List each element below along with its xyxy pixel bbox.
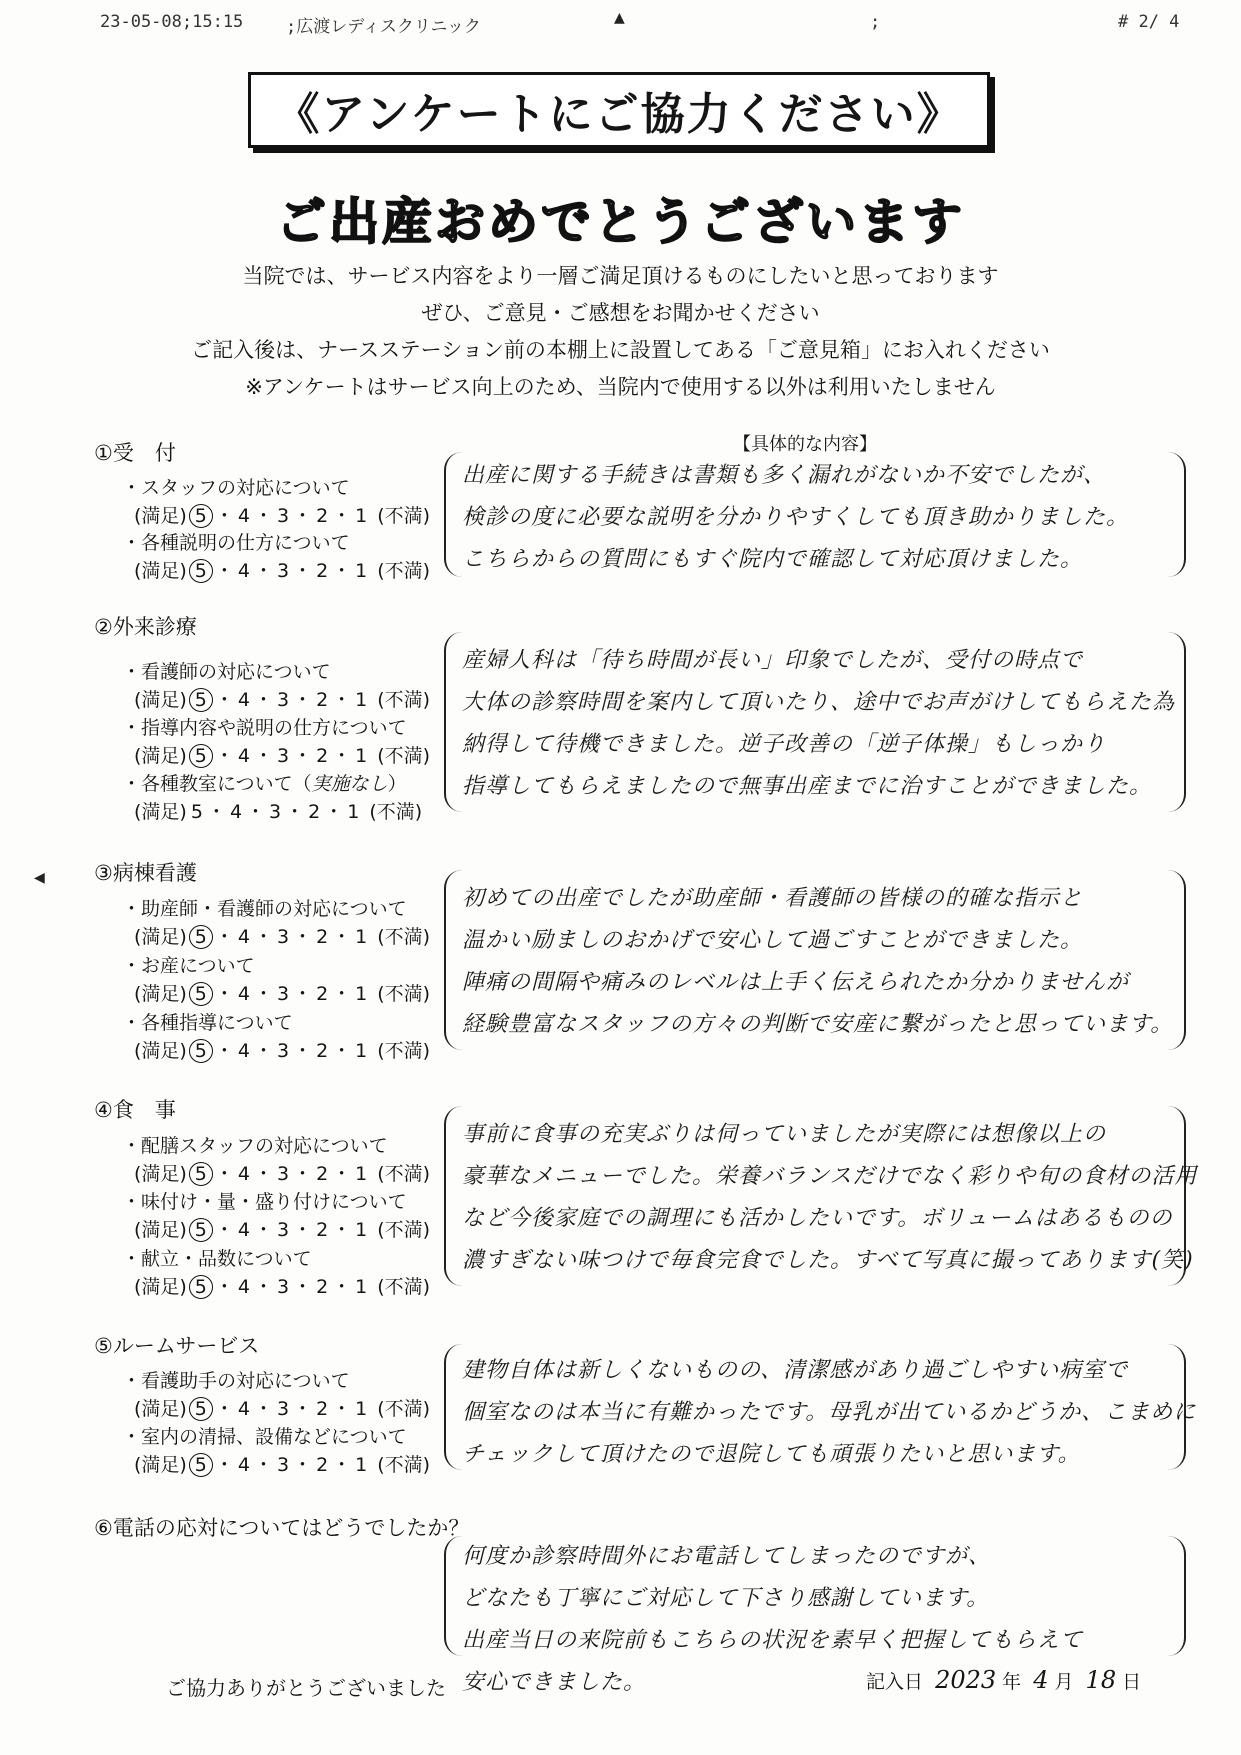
rating-value: 1 — [355, 505, 368, 527]
rating-value: 4 — [237, 1454, 250, 1476]
survey-title: 《アンケートにご協力ください》 — [248, 72, 990, 148]
rating-separator: ・ — [293, 1276, 313, 1298]
rating-left-label: (満足) — [134, 801, 187, 823]
rating-value: 4 — [237, 1276, 250, 1298]
rating-left-label: (満足) — [134, 745, 187, 767]
rating-separator: ・ — [285, 801, 305, 823]
item-label-text: ・献立・品数について — [122, 1248, 312, 1270]
rating-value: 2 — [316, 505, 329, 527]
rating-right-label: (不満) — [377, 983, 431, 1005]
rating-separator: ・ — [332, 1454, 352, 1476]
rating-value: 1 — [355, 1276, 368, 1298]
rating-separator: ・ — [332, 926, 352, 948]
comment-line: 産婦人科は「待ち時間が長い」印象でしたが、受付の時点で — [462, 648, 1084, 673]
item-label-text: ・配膳スタッフの対応について — [122, 1135, 388, 1157]
item-label-end: ） — [387, 773, 407, 795]
item-label — [122, 1366, 350, 1393]
rating-separator: ・ — [253, 745, 273, 767]
rating-selected-value: 5 — [189, 1039, 213, 1063]
rating-scale — [134, 922, 430, 949]
rating-separator: ・ — [214, 689, 234, 711]
rating-right-label: (不満) — [369, 801, 423, 823]
rating-separator: ・ — [293, 505, 313, 527]
rating-scale — [134, 556, 430, 583]
rating-separator: ・ — [253, 560, 273, 582]
fax-page: # 2/ 4 — [1118, 12, 1180, 32]
rating-value: 4 — [229, 801, 243, 823]
rating-value: 3 — [276, 983, 290, 1005]
rating-value: 3 — [276, 560, 290, 582]
rating-value: 3 — [276, 505, 290, 527]
section-title: ⑤ルームサービス — [94, 1334, 260, 1358]
rating-selected-value: 5 — [189, 982, 213, 1006]
item-label — [122, 1244, 312, 1271]
rating-separator: ・ — [332, 983, 352, 1005]
rating-separator: ・ — [214, 745, 234, 767]
section-title: ①受 付 — [94, 441, 176, 465]
item-label-text: ・味付け・量・盛り付けについて — [122, 1191, 407, 1213]
rating-value: 2 — [316, 926, 329, 948]
comment-line: など今後家庭での調理にも活かしたいです。ボリュームはあるものの — [462, 1206, 1173, 1231]
rating-separator: ・ — [253, 1454, 273, 1476]
intro-line: ※アンケートはサービス向上のため、当院内で使用する以外は利用いたしません — [245, 375, 996, 399]
section-title: ④食 事 — [94, 1098, 176, 1122]
handwritten-note: 実施なし — [311, 773, 388, 795]
rating-scale — [134, 1450, 430, 1477]
rating-separator: ・ — [332, 1040, 352, 1062]
comment-line: 納得して待機できました。逆子改善の「逆子体操」もしっかり — [462, 732, 1107, 757]
rating-right-label: (不満) — [377, 1454, 431, 1476]
rating-separator: ・ — [253, 1163, 273, 1185]
comment-line: 濃すぎない味つけで毎食完食でした。すべて写真に撮ってあります(笑) — [462, 1248, 1194, 1273]
rating-left-label: (満足) — [134, 505, 187, 527]
rating-separator: ・ — [293, 983, 313, 1005]
date-year-unit: 年 — [1002, 1671, 1022, 1693]
rating-value: 2 — [316, 560, 329, 582]
rating-selected-value: 5 — [189, 1397, 213, 1421]
rating-scale — [134, 797, 422, 824]
section-title: ③病棟看護 — [94, 861, 197, 885]
rating-separator: ・ — [253, 926, 273, 948]
rating-value: 2 — [316, 745, 329, 767]
comment-line: 事前に食事の充実ぶりは伺っていましたが実際には想像以上の — [462, 1122, 1107, 1147]
rating-left-label: (満足) — [134, 983, 187, 1005]
item-label-text: ・看護師の対応について — [122, 661, 331, 683]
rating-left-label: (満足) — [134, 1163, 187, 1185]
scan-marker-icon: ▲ — [614, 10, 625, 26]
rating-separator: ・ — [253, 983, 273, 1005]
rating-value: 1 — [355, 689, 368, 711]
rating-separator: ・ — [293, 1454, 313, 1476]
rating-value: 4 — [237, 926, 250, 948]
rating-value: 5 — [190, 801, 203, 823]
rating-value: 1 — [355, 926, 368, 948]
item-label-text: ・助産師・看護師の対応について — [122, 898, 407, 920]
rating-value: 1 — [347, 801, 360, 823]
rating-selected-value: 5 — [189, 1162, 213, 1186]
rating-value: 1 — [355, 560, 368, 582]
rating-value: 1 — [355, 1040, 368, 1062]
date-day: 18 — [1085, 1666, 1117, 1694]
rating-separator: ・ — [293, 1219, 313, 1241]
rating-left-label: (満足) — [134, 926, 187, 948]
rating-separator: ・ — [332, 689, 352, 711]
rating-value: 3 — [276, 926, 290, 948]
rating-value: 4 — [237, 505, 250, 527]
rating-value: 3 — [276, 1163, 290, 1185]
item-label — [122, 1008, 293, 1035]
rating-value: 2 — [316, 1454, 329, 1476]
rating-right-label: (不満) — [377, 1163, 431, 1185]
rating-separator: ・ — [214, 1398, 234, 1420]
rating-value: 1 — [355, 983, 368, 1005]
rating-separator: ・ — [332, 1219, 352, 1241]
entry-date — [866, 1666, 1141, 1694]
rating-value: 3 — [276, 1454, 290, 1476]
rating-separator: ・ — [253, 689, 273, 711]
rating-selected-value: 5 — [189, 925, 213, 949]
comment-line: どなたも丁寧にご対応して下さり感謝しています。 — [462, 1586, 990, 1611]
rating-value: 4 — [237, 689, 250, 711]
rating-left-label: (満足) — [134, 1276, 187, 1298]
rating-right-label: (不満) — [377, 1276, 431, 1298]
handwritten-comment — [462, 640, 1182, 808]
rating-value: 4 — [237, 1163, 250, 1185]
section-title: ②外来診療 — [94, 615, 197, 639]
comment-line: 温かい励ましのおかげで安心して過ごすことができました。 — [462, 928, 1084, 953]
rating-right-label: (不満) — [377, 926, 431, 948]
comment-line: 安心できました。 — [462, 1670, 647, 1695]
item-label-text: ・各種指導について — [122, 1012, 293, 1034]
rating-separator: ・ — [214, 505, 234, 527]
rating-separator: ・ — [332, 1163, 352, 1185]
item-label-text: ・お産について — [122, 955, 255, 977]
rating-value: 3 — [276, 1219, 290, 1241]
rating-value: 1 — [355, 1163, 368, 1185]
rating-separator: ・ — [293, 1040, 313, 1062]
rating-separator: ・ — [332, 1398, 352, 1420]
handwritten-comment — [462, 455, 1182, 581]
rating-value: 1 — [355, 1398, 368, 1420]
rating-right-label: (不満) — [377, 745, 431, 767]
rating-separator: ・ — [324, 801, 344, 823]
rating-value: 2 — [316, 1040, 329, 1062]
comment-line: こちらからの質問にもすぐ院内で確認して対応頂けました。 — [462, 547, 1084, 572]
rating-scale — [134, 979, 430, 1006]
rating-separator: ・ — [206, 801, 226, 823]
comment-line: 豪華なメニューでした。栄養バランスだけでなく彩りや旬の食材の活用 — [462, 1164, 1198, 1189]
rating-separator: ・ — [293, 926, 313, 948]
rating-right-label: (不満) — [377, 1219, 431, 1241]
rating-right-label: (不満) — [377, 505, 431, 527]
rating-value: 4 — [237, 745, 250, 767]
rating-separator: ・ — [332, 1276, 352, 1298]
item-label — [122, 657, 331, 684]
comment-line: 個室なのは本当に有難かったです。母乳が出ているかどうか、こまめに — [462, 1400, 1197, 1425]
item-label-text: ・スタッフの対応について — [122, 477, 350, 499]
rating-selected-value: 5 — [189, 1275, 213, 1299]
rating-value: 1 — [355, 745, 368, 767]
rating-scale — [134, 1036, 430, 1063]
rating-value: 4 — [237, 560, 250, 582]
rating-separator: ・ — [214, 1219, 234, 1241]
rating-separator: ・ — [214, 1163, 234, 1185]
rating-selected-value: 5 — [189, 504, 213, 528]
rating-scale — [134, 1394, 430, 1421]
rating-selected-value: 5 — [189, 744, 213, 768]
rating-selected-value: 5 — [189, 688, 213, 712]
comment-line: 何度か診察時間外にお電話してしまったのですが、 — [462, 1544, 992, 1569]
fax-sender: ;広渡レディスクリニック — [286, 17, 481, 37]
rating-separator: ・ — [293, 1163, 313, 1185]
rating-value: 3 — [269, 801, 282, 823]
item-label-text: ・各種教室について（ — [122, 773, 312, 795]
item-label-text: ・室内の清掃、設備などについて — [122, 1426, 407, 1448]
rating-value: 2 — [316, 689, 329, 711]
rating-separator: ・ — [332, 745, 352, 767]
date-month-unit: 月 — [1054, 1671, 1074, 1693]
fax-separator: ; — [870, 12, 881, 32]
rating-left-label: (満足) — [134, 689, 187, 711]
rating-separator: ・ — [214, 1040, 234, 1062]
rating-value: 4 — [237, 1040, 250, 1062]
rating-scale — [134, 1159, 430, 1186]
section-title: ⑥電話の応対についてはどうでしたか？ — [94, 1516, 470, 1540]
handwritten-comment — [462, 1114, 1198, 1282]
rating-value: 2 — [316, 1219, 329, 1241]
item-label — [122, 769, 407, 796]
rating-selected-value: 5 — [189, 1218, 213, 1242]
rating-separator: ・ — [253, 1398, 273, 1420]
rating-value: 4 — [237, 1398, 250, 1420]
item-label — [122, 473, 350, 500]
rating-value: 4 — [237, 1219, 250, 1241]
item-label — [122, 528, 350, 555]
rating-right-label: (不満) — [377, 689, 431, 711]
rating-scale — [134, 501, 430, 528]
date-label: 記入日 — [866, 1671, 924, 1693]
comment-line: 出産に関する手続きは書類も多く漏れがないか不安でしたが、 — [462, 463, 1107, 488]
rating-selected-value: 5 — [189, 1453, 213, 1477]
rating-value: 4 — [237, 983, 250, 1005]
rating-value: 3 — [276, 1276, 290, 1298]
comment-line: 陣痛の間隔や痛みのレベルは上手く伝えられたか分かりませんが — [462, 970, 1130, 995]
intro-line: 当院では、サービス内容をより一層ご満足頂けるものにしたいと思っております — [242, 264, 999, 288]
congrats-heading: ご出産おめでとうございます — [276, 192, 965, 251]
item-label — [122, 1131, 388, 1158]
rating-value: 3 — [276, 1040, 290, 1062]
item-label — [122, 1187, 407, 1214]
rating-separator: ・ — [253, 1040, 273, 1062]
item-label — [122, 894, 407, 921]
rating-right-label: (不満) — [377, 560, 431, 582]
rating-scale — [134, 1215, 430, 1242]
rating-value: 2 — [316, 1398, 329, 1420]
date-year: 2023 — [935, 1666, 997, 1694]
rating-separator: ・ — [246, 801, 266, 823]
rating-separator: ・ — [253, 1276, 273, 1298]
intro-text — [0, 258, 1241, 406]
rating-separator: ・ — [332, 505, 352, 527]
handwritten-comment — [462, 878, 1182, 1046]
rating-separator: ・ — [253, 505, 273, 527]
item-label — [122, 713, 407, 740]
rating-value: 1 — [355, 1219, 368, 1241]
rating-value: 2 — [316, 1163, 329, 1185]
rating-value: 3 — [276, 1398, 290, 1420]
rating-value: 1 — [355, 1454, 368, 1476]
comment-line: 経験豊富なスタッフの方々の判断で安産に繋がったと思っています。 — [462, 1012, 1174, 1037]
comment-line: チェックして頂けたので退院しても頑張りたいと思います。 — [462, 1442, 1081, 1467]
rating-value: 2 — [316, 1276, 329, 1298]
rating-right-label: (不満) — [377, 1398, 431, 1420]
intro-line: ぜひ、ご意見・ご感想をお聞かせください — [421, 301, 820, 325]
rating-scale — [134, 741, 430, 768]
fax-timestamp: 23-05-08;15:15 — [100, 12, 244, 32]
rating-separator: ・ — [253, 1219, 273, 1241]
rating-value: 3 — [276, 689, 290, 711]
rating-left-label: (満足) — [134, 1040, 187, 1062]
rating-left-label: (満足) — [134, 1398, 187, 1420]
item-label-text: ・看護助手の対応について — [122, 1370, 350, 1392]
comment-line: 出産当日の来院前もこちらの状況を素早く把握してもらえて — [462, 1628, 1084, 1653]
scan-marker-left-icon: ◀ — [34, 870, 45, 886]
detail-caption: 【具体的な内容】 — [733, 434, 877, 455]
rating-value: 2 — [316, 983, 329, 1005]
rating-separator: ・ — [293, 560, 313, 582]
rating-separator: ・ — [293, 1398, 313, 1420]
date-month: 4 — [1033, 1666, 1049, 1694]
handwritten-comment — [462, 1350, 1197, 1476]
comment-line: 建物自体は新しくないものの、清潔感があり過ごしやすい病室で — [462, 1358, 1129, 1383]
rating-separator: ・ — [214, 926, 234, 948]
item-label — [122, 1422, 407, 1449]
comment-line: 指導してもらえましたので無事出産までに治すことができました。 — [462, 774, 1153, 799]
rating-separator: ・ — [214, 560, 234, 582]
rating-right-label: (不満) — [377, 1040, 431, 1062]
item-label — [122, 951, 255, 978]
rating-separator: ・ — [293, 689, 313, 711]
rating-separator: ・ — [214, 1454, 234, 1476]
comment-line: 大体の診察時間を案内して頂いたり、途中でお声がけしてもらえた為 — [462, 690, 1176, 715]
rating-separator: ・ — [293, 745, 313, 767]
rating-separator: ・ — [214, 1276, 234, 1298]
rating-selected-value: 5 — [189, 559, 213, 583]
rating-left-label: (満足) — [134, 1219, 187, 1241]
rating-separator: ・ — [332, 560, 352, 582]
rating-value: 2 — [308, 801, 321, 823]
comment-line: 検診の度に必要な説明を分かりやすくしても頂き助かりました。 — [462, 505, 1130, 530]
item-label-text: ・各種説明の仕方について — [122, 532, 350, 554]
footer-thanks: ご協力ありがとうございました — [166, 1676, 446, 1700]
rating-left-label: (満足) — [134, 1454, 187, 1476]
item-label-text: ・指導内容や説明の仕方について — [122, 717, 407, 739]
rating-value: 3 — [276, 745, 290, 767]
rating-separator: ・ — [214, 983, 234, 1005]
rating-left-label: (満足) — [134, 560, 187, 582]
rating-scale — [134, 685, 430, 712]
rating-scale — [134, 1272, 430, 1299]
intro-line: ご記入後は、ナースステーション前の本棚上に設置してある「ご意見箱」にお入れください — [191, 338, 1050, 362]
date-day-unit: 日 — [1122, 1671, 1142, 1693]
comment-line: 初めての出産でしたが助産師・看護師の皆様の的確な指示と — [462, 886, 1084, 911]
